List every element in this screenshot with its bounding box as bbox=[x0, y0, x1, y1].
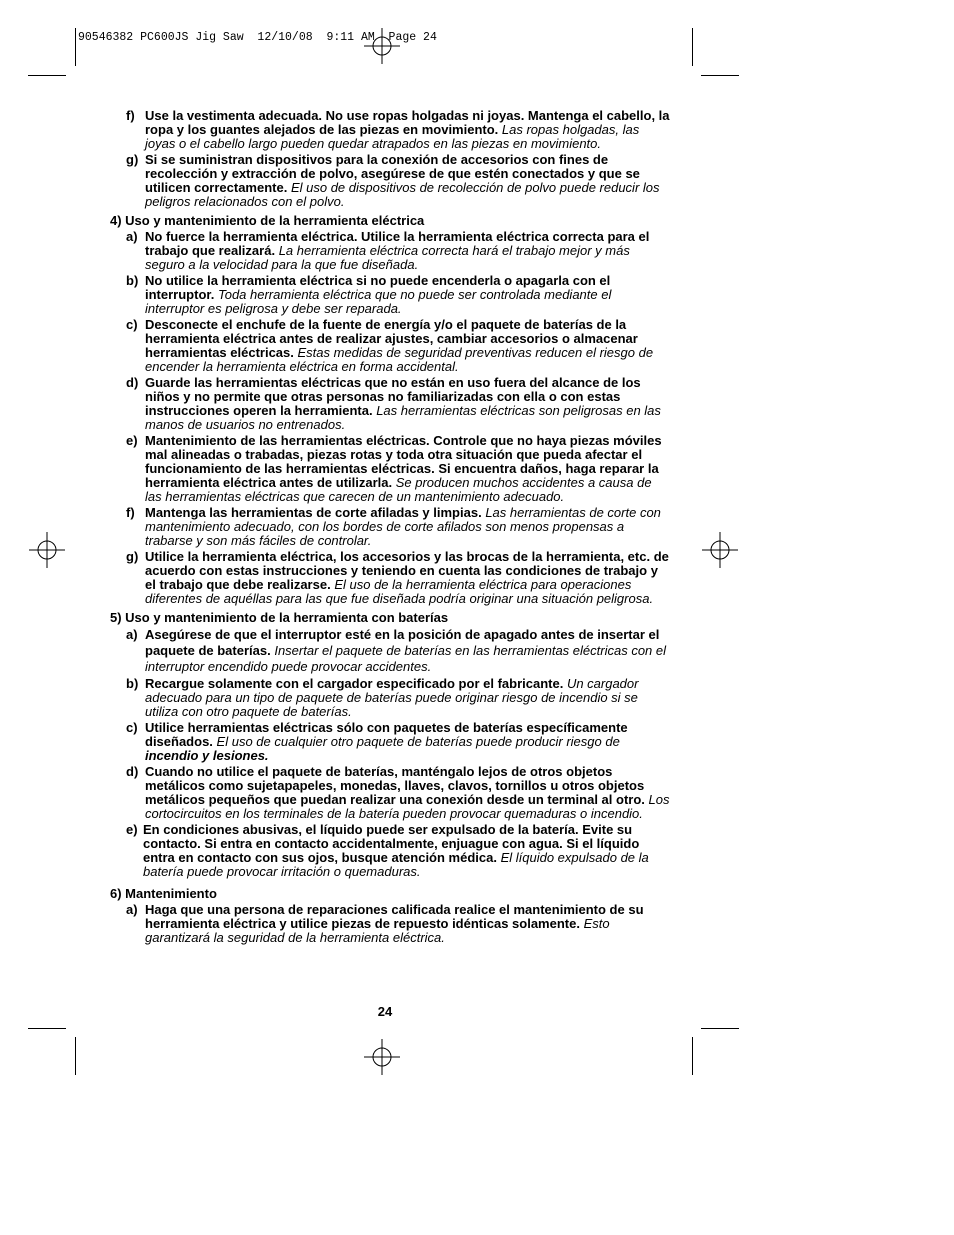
list-item bbox=[110, 434, 670, 504]
list-item bbox=[110, 677, 670, 719]
crop-mark bbox=[75, 28, 76, 66]
item-explanation: El uso de cualquier otro paquete de baterías puede producir riesgo de bbox=[216, 734, 620, 749]
list-item bbox=[110, 823, 670, 879]
item-instruction: Asegúrese de que el interruptor esté en la posición de apagado antes de insertar el paquete de baterías. bbox=[145, 627, 660, 658]
crop-mark bbox=[701, 75, 739, 76]
item-label: b) bbox=[126, 676, 139, 691]
item-explanation: Un cargador adecuado para un tipo de paquete de baterías puede originar riesgo de incendio si se utiliza con otro paquete de baterías. bbox=[145, 676, 639, 719]
item-explanation: Las herramientas de corte con mantenimiento adecuado, con los bordes de corte afilados son menos propensas a trabarse y son más fáciles de controlar. bbox=[145, 505, 661, 548]
item-label: g) bbox=[126, 152, 139, 167]
body-text bbox=[110, 109, 670, 947]
crop-mark bbox=[701, 1028, 739, 1029]
item-label: f) bbox=[126, 505, 135, 520]
print-slug: 90546382 PC600JS Jig Saw 12/10/08 9:11 AM Page 24 bbox=[78, 31, 437, 44]
item-instruction: Mantenimiento de las herramientas eléctricas. Controle que no haya piezas móviles mal alineadas o trabadas, piezas rotas y toda otra situación que pueda afectar el funcionamiento de las herramientas eléctricas. Si encuentra daños, haga reparar la herramienta eléctrica antes de utilizarla. bbox=[145, 433, 662, 490]
item-instruction: Mantenga las herramientas de corte afiladas y limpias. bbox=[145, 505, 482, 520]
list-item bbox=[110, 903, 670, 945]
item-instruction: Haga que una persona de reparaciones calificada realice el mantenimiento de su herramienta eléctrica y utilice piezas de repuesto idénticas solamente. bbox=[145, 902, 644, 931]
list-item bbox=[110, 376, 670, 432]
item-instruction: Use la vestimenta adecuada. No use ropas holgadas ni joyas. Mantenga el cabello, la ropa y los guantes alejados de las piezas en movimiento. bbox=[145, 108, 670, 137]
list-item bbox=[110, 721, 670, 763]
list-item bbox=[110, 318, 670, 374]
list-item bbox=[110, 627, 670, 675]
item-instruction: Guarde las herramientas eléctricas que no están en uso fuera del alcance de los niños y no permite que otras personas no familiarizadas con ella o con estas instrucciones operen la herramienta. bbox=[145, 375, 641, 418]
crop-mark bbox=[75, 1037, 76, 1075]
item-explanation: Se producen muchos accidentes a causa de las herramientas eléctricas que carecen de un mantenimiento adecuado. bbox=[145, 475, 652, 504]
item-explanation: Esto garantizará la seguridad de la herramienta eléctrica. bbox=[145, 916, 610, 945]
item-label: a) bbox=[126, 902, 138, 917]
list-item bbox=[110, 506, 670, 548]
list-item bbox=[110, 230, 670, 272]
item-label: d) bbox=[126, 764, 139, 779]
crop-mark bbox=[28, 75, 66, 76]
item-explanation: El uso de dispositivos de recolección de polvo puede reducir los peligros relacionados con el polvo. bbox=[145, 180, 660, 209]
item-label: c) bbox=[126, 317, 138, 332]
item-label: a) bbox=[126, 627, 138, 642]
registration-mark-icon bbox=[364, 28, 400, 64]
item-label: f) bbox=[126, 108, 135, 123]
list-item bbox=[110, 550, 670, 606]
list-item bbox=[110, 153, 670, 209]
registration-mark-icon bbox=[29, 532, 65, 568]
item-instruction: Cuando no utilice el paquete de baterías, manténgalo lejos de otros objetos metálicos como sujetapapeles, monedas, llaves, clavos, tornillos u otros objetos metálicos pequeños que puedan realizar una conexión desde un terminal al otro. bbox=[145, 764, 645, 807]
item-instruction: En condiciones abusivas, el líquido puede ser expulsado de la batería. Evite su contacto. Si entra en contacto accidentalmente, enjuague con agua. Si el líquido entra en contacto con sus ojos, busque atención médica. bbox=[143, 822, 640, 865]
page-number: 24 bbox=[377, 1004, 393, 1019]
item-explanation: Las herramientas eléctricas son peligrosas en las manos de usuarios no entrenados. bbox=[145, 403, 661, 432]
item-instruction: Desconecte el enchufe de la fuente de energía y/o el paquete de baterías de la herramienta eléctrica antes de realizar ajustes, cambiar accesorios o almacenar herramientas eléctricas. bbox=[145, 317, 638, 360]
item-explanation: Estas medidas de seguridad preventivas reducen el riesgo de encender la herramienta eléctrica en forma accidental. bbox=[145, 345, 654, 374]
item-instruction: Recargue solamente con el cargador especificado por el fabricante. bbox=[145, 676, 564, 691]
section-heading: 5) Uso y mantenimiento de la herramienta con baterías bbox=[110, 610, 449, 625]
item-instruction: Si se suministran dispositivos para la conexión de accesorios con fines de recolección y extracción de polvo, asegúrese de que estén conectados y que se utilicen correctamente. bbox=[145, 152, 640, 195]
item-explanation: Toda herramienta eléctrica que no puede ser controlada mediante el interruptor es peligrosa y debe ser reparada. bbox=[145, 287, 612, 316]
list-item bbox=[110, 274, 670, 316]
item-instruction: Utilice herramientas eléctricas sólo con paquetes de baterías específicamente diseñados. bbox=[145, 720, 628, 749]
item-label: a) bbox=[126, 229, 138, 244]
item-instruction: No utilice la herramienta eléctrica si no puede encenderla o apagarla con el interruptor. bbox=[145, 273, 611, 302]
item-label: g) bbox=[126, 549, 139, 564]
registration-mark-icon bbox=[702, 532, 738, 568]
section-heading: 6) Mantenimiento bbox=[110, 886, 217, 901]
item-label: e) bbox=[126, 433, 138, 448]
crop-mark bbox=[28, 1028, 66, 1029]
item-instruction: Utilice la herramienta eléctrica, los accesorios y las brocas de la herramienta, etc. de acuerdo con estas instrucciones y teniendo en cuenta las condiciones de trabajo y el trabajo que debe realizarse. bbox=[145, 549, 669, 592]
crop-mark bbox=[692, 1037, 693, 1075]
section-heading: 4) Uso y mantenimiento de la herramienta eléctrica bbox=[110, 213, 425, 228]
crop-mark bbox=[692, 28, 693, 66]
list-item bbox=[110, 765, 670, 821]
item-instruction: No fuerce la herramienta eléctrica. Utilice la herramienta eléctrica correcta para el trabajo que realizará. bbox=[145, 229, 650, 258]
item-explanation: Insertar el paquete de baterías en las herramientas eléctricas con el interruptor encendido puede provocar accidentes. bbox=[145, 643, 667, 674]
item-explanation: El uso de la herramienta eléctrica para operaciones diferentes de aquéllas para las que fue diseñada podría originar una situación peligrosa. bbox=[145, 577, 654, 606]
item-label: b) bbox=[126, 273, 139, 288]
item-explanation: Los cortocircuitos en los terminales de la batería pueden provocar quemaduras o incendio. bbox=[145, 792, 670, 821]
item-emphasis: incendio y lesiones. bbox=[145, 748, 269, 763]
item-explanation: El líquido expulsado de la batería puede provocar irritación o quemaduras. bbox=[143, 850, 649, 879]
item-label: c) bbox=[126, 720, 138, 735]
item-label: e) bbox=[126, 822, 138, 837]
item-label: d) bbox=[126, 375, 139, 390]
registration-mark-icon bbox=[364, 1039, 400, 1075]
item-explanation: La herramienta eléctrica correcta hará el trabajo mejor y más seguro a la velocidad para la que fue diseñada. bbox=[145, 243, 630, 272]
list-item bbox=[110, 109, 670, 151]
item-explanation: Las ropas holgadas, las joyas o el cabello largo pueden quedar atrapados en las piezas en movimiento. bbox=[145, 122, 640, 151]
